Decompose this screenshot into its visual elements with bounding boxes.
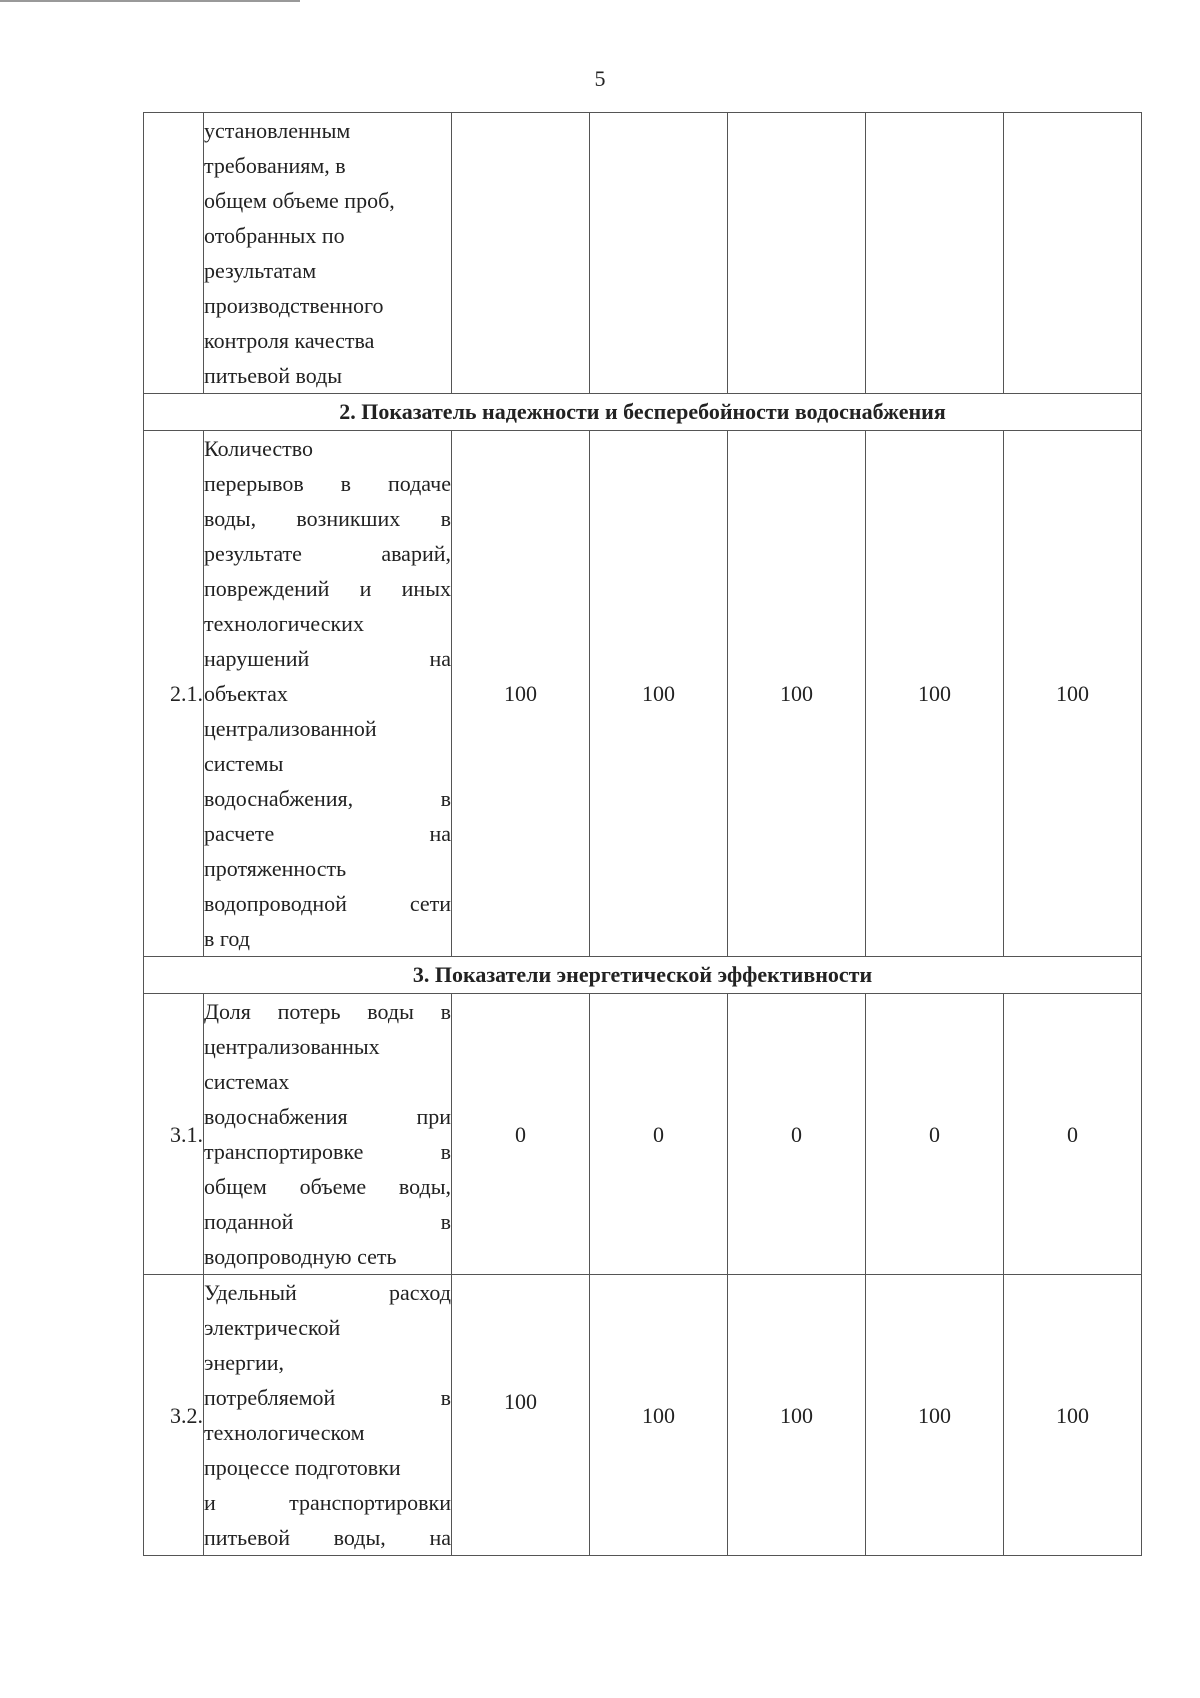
description-word: Доля (204, 999, 251, 1024)
indicator-description (204, 431, 452, 957)
description-word: при (416, 1104, 451, 1129)
value-cell: 100 (590, 431, 728, 957)
description-word: сети (409, 891, 451, 916)
value-cell: 0 (1004, 994, 1142, 1275)
value-cell (1004, 113, 1142, 394)
description-line: общем объеме проб, (204, 188, 395, 213)
value-cell: 100 (728, 431, 866, 957)
description-line: требованиям, в (204, 153, 346, 178)
description-word: питьевой (204, 1525, 290, 1550)
description-word: на (429, 1525, 451, 1550)
description-line (204, 1099, 451, 1134)
section-header-row (144, 394, 1142, 431)
description-word: Удельный (204, 1280, 297, 1305)
description-line: результатам (204, 258, 317, 283)
description-word: транспортировки (289, 1490, 451, 1515)
indicator-description (204, 994, 452, 1275)
description-word: объеме (299, 1174, 367, 1199)
description-word: повреждений (204, 576, 330, 601)
description-line: контроля качества (204, 328, 375, 353)
description-line: водопроводную сеть (204, 1244, 397, 1269)
value-cell: 0 (728, 994, 866, 1275)
indicators-table (143, 112, 1142, 1556)
section-title: 3. Показатели энергетической эффективности (144, 957, 1142, 994)
description-word: в (440, 999, 451, 1024)
description-word: в (440, 1385, 451, 1410)
description-word: водопроводной (204, 891, 347, 916)
value-cell: 0 (866, 994, 1004, 1275)
description-word: воды, (204, 506, 257, 531)
value-cell (866, 113, 1004, 394)
description-line (204, 501, 451, 536)
section-title: 2. Показатель надежности и бесперебойности водоснабжения (144, 394, 1142, 431)
description-line (204, 1169, 451, 1204)
description-line: Количество (204, 436, 314, 461)
description-word: расчете (204, 821, 275, 846)
description-word: общем (204, 1174, 267, 1199)
value-cell: 100 (866, 431, 1004, 957)
value-cell: 100 (452, 1275, 590, 1556)
top-edge-line (0, 0, 300, 2)
description-line (204, 641, 451, 676)
value-cell: 0 (590, 994, 728, 1275)
indicator-row (144, 994, 1142, 1275)
description-word: в (440, 786, 451, 811)
description-word: перерывов (204, 471, 304, 496)
description-line: технологическом (204, 1420, 365, 1445)
page-number: 5 (594, 66, 606, 91)
indicator-description (204, 113, 452, 394)
description-line: отобранных по (204, 223, 345, 248)
value-cell (452, 113, 590, 394)
description-word: и (204, 1490, 216, 1515)
description-line (204, 1134, 451, 1169)
description-line (204, 1275, 451, 1310)
description-word: транспортировке (204, 1139, 364, 1164)
indicator-number (144, 113, 204, 394)
description-line (204, 536, 451, 571)
description-line: протяженность (204, 856, 347, 881)
description-word: водоснабжения (204, 1104, 348, 1129)
description-line (204, 1204, 451, 1239)
indicator-number: 2.1. (144, 431, 204, 957)
description-word: потерь (277, 999, 341, 1024)
description-word: на (429, 821, 451, 846)
description-line (204, 886, 451, 921)
description-word: поданной (204, 1209, 294, 1234)
description-word: воды, (398, 1174, 451, 1199)
description-line: производственного (204, 293, 384, 318)
value-cell (728, 113, 866, 394)
indicator-number: 3.1. (144, 994, 204, 1275)
description-line (204, 1380, 451, 1415)
description-word: в (440, 1139, 451, 1164)
description-word: иных (401, 576, 451, 601)
description-word: подаче (387, 471, 451, 496)
value-cell: 100 (1004, 431, 1142, 957)
value-cell: 0 (452, 994, 590, 1275)
description-line (204, 994, 451, 1029)
description-line (204, 571, 451, 606)
description-line: процессе подготовки (204, 1455, 401, 1480)
description-word: аварий, (381, 541, 451, 566)
value-cell: 100 (590, 1275, 728, 1556)
description-line (204, 781, 451, 816)
description-word: нарушений (204, 646, 310, 671)
indicator-row (144, 1275, 1142, 1556)
indicator-description (204, 1275, 452, 1556)
description-line: электрической (204, 1315, 341, 1340)
description-line: централизованной (204, 716, 377, 741)
value-cell (590, 113, 728, 394)
description-line (204, 466, 451, 501)
value-cell: 100 (728, 1275, 866, 1556)
description-word: водоснабжения, (204, 786, 354, 811)
description-word: в (440, 1209, 451, 1234)
value-cell: 100 (1004, 1275, 1142, 1556)
description-word: воды, (333, 1525, 386, 1550)
value-cell: 100 (452, 431, 590, 957)
indicator-row (144, 431, 1142, 957)
description-word: расход (389, 1280, 451, 1305)
description-line: объектах (204, 681, 288, 706)
description-word: возникших (296, 506, 401, 531)
description-word: результате (204, 541, 302, 566)
description-line (204, 1485, 451, 1520)
indicator-row (144, 113, 1142, 394)
description-word: и (359, 576, 372, 601)
description-line: системах (204, 1069, 290, 1094)
description-word: воды (367, 999, 414, 1024)
description-line: технологических (204, 611, 364, 636)
description-line: системы (204, 751, 284, 776)
description-line: в год (204, 926, 250, 951)
description-word: в (340, 471, 352, 496)
description-word: в (440, 506, 451, 531)
description-line: питьевой воды (204, 363, 343, 388)
description-line (204, 1520, 451, 1555)
section-header-row (144, 957, 1142, 994)
description-line (204, 816, 451, 851)
description-line: установленным (204, 118, 351, 143)
description-line: энергии, (204, 1350, 285, 1375)
description-word: на (429, 646, 451, 671)
indicator-number: 3.2. (144, 1275, 204, 1556)
value-cell: 100 (866, 1275, 1004, 1556)
description-line: централизованных (204, 1034, 380, 1059)
description-word: потребляемой (204, 1385, 336, 1410)
